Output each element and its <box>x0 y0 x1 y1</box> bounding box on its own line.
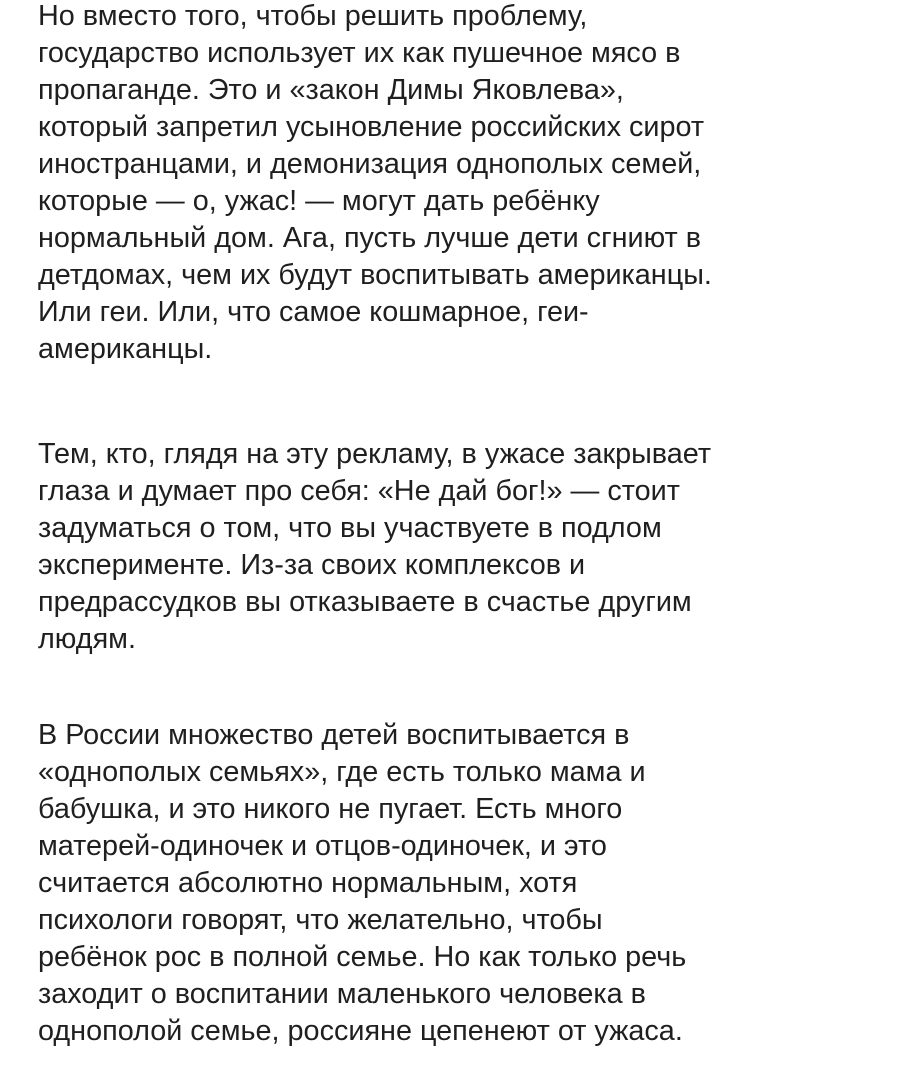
text-line: американцы. <box>38 333 213 365</box>
text-line: психологи говорят, что желательно, чтобы <box>38 904 603 936</box>
text-line: иностранцами, и демонизация однополых семей, <box>38 148 702 180</box>
text-line: бабушка, и это никого не пугает. Есть много <box>38 793 623 825</box>
text-line: Тем, кто, глядя на эту рекламу, в ужасе закрывает <box>38 438 712 470</box>
text-line: эксперименте. Из-за своих комплексов и <box>38 549 586 581</box>
text-line: который запретил усыновление российских сирот <box>38 111 705 143</box>
text-line: В России множество детей воспитывается в <box>38 719 630 751</box>
paragraph-3 <box>38 717 888 1050</box>
text-line: заходит о воспитании маленького человека в <box>38 978 646 1010</box>
text-line: Или геи. Или, что самое кошмарное, геи- <box>38 296 589 328</box>
text-line: которые — о, ужас! — могут дать ребёнку <box>38 185 600 217</box>
text-line: Но вместо того, чтобы решить проблему, <box>38 0 588 32</box>
text-line: считается абсолютно нормальным, хотя <box>38 867 578 899</box>
text-line: предрассудков вы отказываете в счастье другим <box>38 586 692 618</box>
text-line: матерей-одиночек и отцов-одиночек, и это <box>38 830 607 862</box>
paragraph-2 <box>38 436 888 658</box>
text-line: детдомах, чем их будут воспитывать американцы. <box>38 259 712 291</box>
text-line: ребёнок рос в полной семье. Но как только речь <box>38 941 687 973</box>
text-line: однополой семье, россияне цепенеют от ужаса. <box>38 1015 683 1047</box>
text-line: «однополых семьях», где есть только мама и <box>38 756 646 788</box>
text-line: задуматься о том, что вы участвуете в подлом <box>38 512 662 544</box>
text-line: государство использует их как пушечное мясо в <box>38 37 681 69</box>
paragraph-1 <box>38 0 888 368</box>
text-line: пропаганде. Это и «закон Димы Яковлева», <box>38 74 624 106</box>
text-line: нормальный дом. Ага, пусть лучше дети сгниют в <box>38 222 702 254</box>
text-line: глаза и думает про себя: «Не дай бог!» — стоит <box>38 475 680 507</box>
text-line: людям. <box>38 623 136 655</box>
